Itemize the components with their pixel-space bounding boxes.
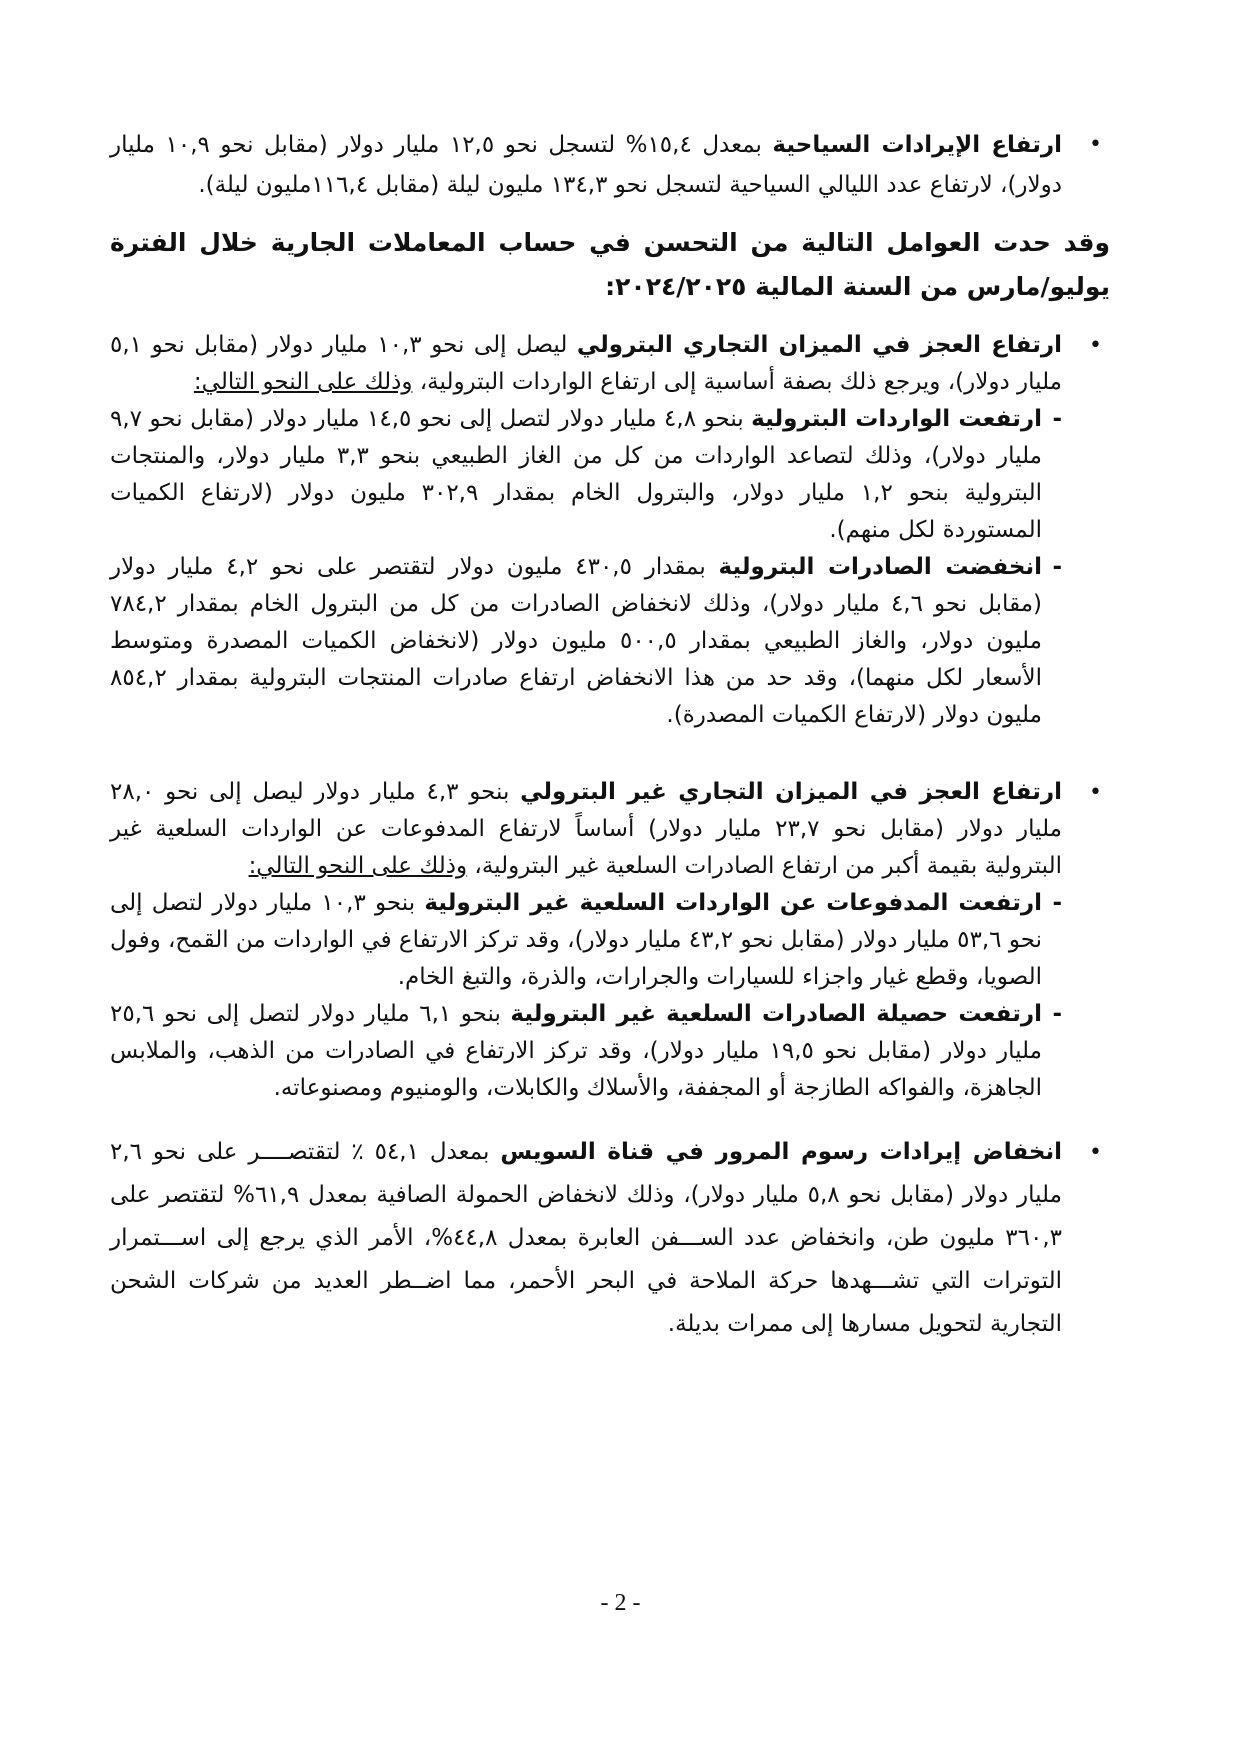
document-body xyxy=(110,125,1110,1685)
tourism-bold: ارتفاع الإيرادات السياحية xyxy=(772,132,1062,158)
tourism-text: بمعدل ١٥,٤% لتسجل نحو ١٢,٥ مليار دولار (مقابل نحو ١٠,٩ مليار دولار)، لارتفاع عدد الليالي السياحية لتسجل نحو ١٣٤,٣ مليون ليلة (مقابل ١١٦,٤مليون ليلة). xyxy=(110,132,1062,198)
proceeds-text: بنحو ٦,١ مليار دولار لتصل إلى نحو ٢٥,٦ مليار دولار (مقابل نحو ١٩,٥ مليار دولار)، وقد تركز الارتفاع في الصادرات من الذهب، والملابس الجاهزة، والفواكه الطازجة أو المجففة، والأسلاك والكابلات، والومنيوم ومصنوعاته. xyxy=(110,1001,1042,1101)
payments-bold: ارتفعت المدفوعات عن الواردات السلعية غير البترولية xyxy=(424,890,1042,916)
nonpetroleum-payments-item xyxy=(110,885,1062,996)
petroleum-exports-item xyxy=(110,549,1062,734)
bullet-icon: • xyxy=(1089,780,1102,805)
dash-marker: - xyxy=(1052,1001,1062,1027)
nonpetroleum-text: بنحو ٤,٣ مليار دولار ليصل إلى نحو ٢٨,٠ مليار دولار (مقابل نحو ٢٣,٧ مليار دولار) أساساً لارتفاع المدفوعات عن الواردات السلعية غير البترولية بقيمة أكبر من ارتفاع الصادرات السلعية غير البترولية، xyxy=(110,779,1062,879)
nonpetroleum-paragraph xyxy=(110,774,1062,885)
nonpetroleum-underlined: وذلك على النحو التالي: xyxy=(248,853,468,879)
section-heading: وقد حدت العوامل التالية من التحسن في حساب المعاملات الجارية خلال الفترة يوليو/مارس من السنة المالية ٢٠٢٤/٢٠٢٥: xyxy=(110,228,1110,301)
suez-text: بمعدل ٥٤,١ ٪ لتقتصــــر على نحو ٢,٦ مليار دولار (مقابل نحو ٥,٨ مليار دولار)، وذلك لانخفاض الحمولة الصافية بمعدل ٦١,٩% لتقتصر على ٣٦٠,٣ مليون طن، وانخفاض عدد الســـفن العابرة بمعدل ٤٤,٨%، الأمر الذي يرجع إلى اســـتمرار التوترات التي تشـــهدها حركة الملاحة في البحر الأحمر، مما اضــطر العديد من شركات الشحن التجارية لتحويل مسارها إلى ممرات بديلة. xyxy=(110,1139,1062,1337)
petroleum-paragraph xyxy=(110,327,1062,401)
petroleum-imports-item xyxy=(110,401,1062,549)
petroleum-bullet xyxy=(110,327,1110,734)
imports-text: بنحو ٤,٨ مليار دولار لتصل إلى نحو ١٤,٥ مليار دولار (مقابل نحو ٩,٧ مليار دولار)، وذلك لتصاعد الواردات من كل من الغاز الطبيعي بنحو ٣,٣ مليار دولار، والمنتجات البترولية بنحو ١,٢ مليار دولار، والبترول الخام بمقدار ٣٠٢,٩ مليون دولار (لارتفاع الكميات المستوردة لكل منهم). xyxy=(110,406,1043,543)
dash-marker: - xyxy=(1052,890,1062,916)
tourism-bullet xyxy=(110,125,1110,205)
bullet-icon: • xyxy=(1089,333,1102,358)
payments-text: بنحو ١٠,٣ مليار دولار لتصل إلى نحو ٥٣,٦ مليار دولار (مقابل نحو ٤٣,٢ مليار دولار)، وقد تركز الارتفاع في الواردات من القمح، وفول الصويا، وقطع غيار واجزاء للسيارات والجرارات، والذرة، والتبغ الخام. xyxy=(110,890,1042,990)
petroleum-text: ليصل إلى نحو ١٠,٣ مليار دولار (مقابل نحو ٥,١ مليار دولار)، ويرجع ذلك بصفة أساسية إلى ارتفاع الواردات البترولية، xyxy=(110,332,1062,395)
petroleum-bold: ارتفاع العجز في الميزان التجاري البترولي xyxy=(576,332,1062,358)
proceeds-bold: ارتفعت حصيلة الصادرات السلعية غير البترولية xyxy=(510,1001,1043,1027)
imports-bold: ارتفعت الواردات البترولية xyxy=(751,406,1042,432)
nonpetroleum-bold: ارتفاع العجز في الميزان التجاري غير البترولي xyxy=(520,779,1062,805)
nonpetroleum-proceeds-item xyxy=(110,996,1062,1107)
exports-text: بمقدار ٤٣٠,٥ مليون دولار لتقتصر على نحو ٤,٢ مليار دولار (مقابل نحو ٤,٦ مليار دولار)، وذلك لانخفاض الصادرات من كل من البترول الخام بمقدار ٧٨٤,٢ مليون دولار، والغاز الطبيعي بمقدار ٥٠٠,٥ مليون دولار (لانخفاض الكميات المصدرة ومتوسط الأسعار لكل منهما)، وقد حد من هذا الانخفاض ارتفاع صادرات المنتجات البترولية بمقدار ٨٥٤,٢ مليون دولار (لارتفاع الكميات المصدرة). xyxy=(110,554,1042,728)
dash-marker: - xyxy=(1052,406,1062,432)
suez-bullet xyxy=(110,1131,1110,1346)
suez-bold: انخفاض إيرادات رسوم المرور في قناة السويس xyxy=(500,1139,1062,1165)
petroleum-underlined: وذلك على النحو التالي: xyxy=(193,369,413,395)
page-number: - 2 - xyxy=(600,1590,641,1616)
exports-bold: انخفضت الصادرات البترولية xyxy=(718,554,1042,580)
bullet-icon: • xyxy=(1089,132,1102,157)
nonpetroleum-bullet xyxy=(110,774,1110,1107)
bullet-icon: • xyxy=(1089,1140,1102,1165)
dash-marker: - xyxy=(1052,554,1062,580)
